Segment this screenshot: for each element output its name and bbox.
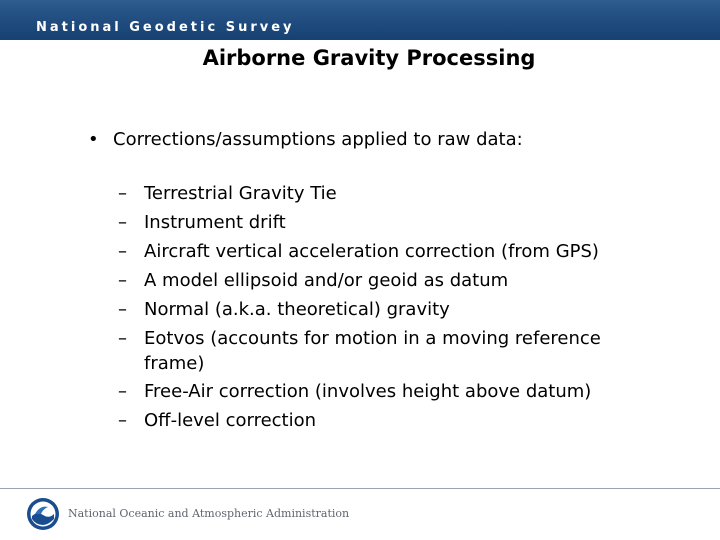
list-item-text: Off-level correction	[144, 410, 317, 431]
dash-marker: –	[118, 381, 127, 402]
footer-organization: National Oceanic and Atmospheric Administration	[68, 507, 350, 520]
list-item-text: Instrument drift	[144, 212, 286, 233]
list-item-text: Eotvos (accounts for motion in a moving reference	[144, 328, 601, 349]
dash-marker: –	[118, 183, 127, 204]
list-item-text: Terrestrial Gravity Tie	[144, 183, 337, 204]
footer-divider	[0, 488, 720, 489]
noaa-logo-icon	[26, 497, 60, 531]
list-item-text: Aircraft vertical acceleration correction (from GPS)	[144, 241, 599, 262]
slide-title: Airborne Gravity Processing	[202, 46, 536, 70]
dash-marker: –	[118, 299, 127, 320]
list-item-text: A model ellipsoid and/or geoid as datum	[144, 270, 509, 291]
dash-marker: –	[118, 241, 127, 262]
dash-marker: –	[118, 410, 127, 431]
organization-name: National Geodetic Survey	[36, 20, 295, 35]
bullet-dot-icon: •	[88, 129, 99, 150]
header-bar	[0, 0, 720, 40]
list-item-continuation: frame)	[144, 353, 205, 374]
dash-marker: –	[118, 328, 127, 349]
main-bullet-text: Corrections/assumptions applied to raw data:	[113, 129, 523, 150]
list-item-text: Normal (a.k.a. theoretical) gravity	[144, 299, 450, 320]
dash-marker: –	[118, 212, 127, 233]
list-item-text: Free-Air correction (involves height above datum)	[144, 381, 592, 402]
dash-marker: –	[118, 270, 127, 291]
